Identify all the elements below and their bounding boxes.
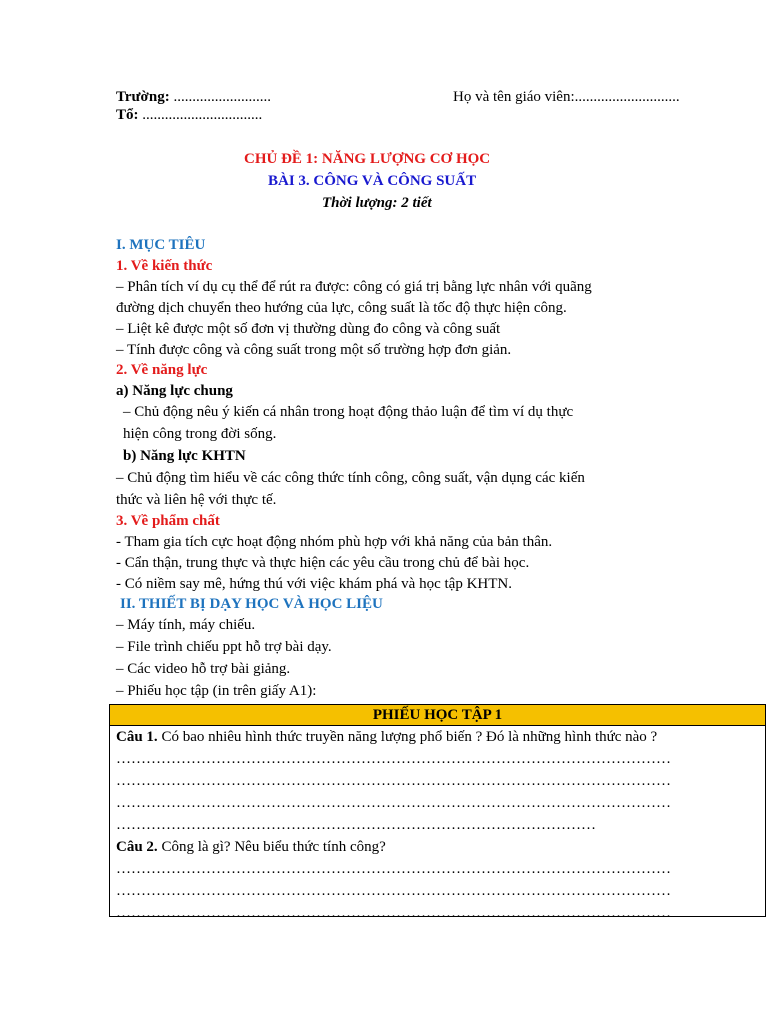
khtn-competence-heading: b) Năng lực KHTN xyxy=(123,448,246,464)
section1-heading: I. MỤC TIÊU xyxy=(116,237,206,253)
knowledge-line: đường dịch chuyển theo hướng của lực, công suất là tốc độ thực hiện công. xyxy=(116,300,567,316)
answer-dots: ………………………………………………………………………………………………… xyxy=(116,795,671,811)
knowledge-line: – Phân tích ví dụ cụ thể để rút ra được: công có giá trị bằng lực nhân với quãng xyxy=(116,279,592,295)
competence-heading: 2. Về năng lực xyxy=(116,362,208,378)
answer-dots: ………………………………………………………………………………………………… xyxy=(116,905,671,921)
teacher-line: Họ và tên giáo viên:............................ xyxy=(453,89,680,105)
equipment-line: – Phiếu học tập (in trên giấy A1): xyxy=(116,683,317,699)
duration: Thời lượng: 2 tiết xyxy=(322,195,432,211)
general-competence-line: hiện công trong đời sống. xyxy=(123,426,277,442)
question-2-label: Câu 2. xyxy=(116,839,158,855)
question-1-label: Câu 1. xyxy=(116,729,158,745)
answer-dots: ………………………………………………………………………………………………… xyxy=(116,773,671,789)
group-value: ................................ xyxy=(142,107,263,123)
khtn-competence-line: – Chủ động tìm hiểu về các công thức tính công, công suất, vận dụng các kiến xyxy=(116,470,585,486)
lesson-title: BÀI 3. CÔNG VÀ CÔNG SUẤT xyxy=(268,173,477,189)
question-1 xyxy=(116,726,759,748)
question-2 xyxy=(116,836,759,858)
qualities-heading: 3. Về phẩm chất xyxy=(116,513,220,529)
general-competence-heading: a) Năng lực chung xyxy=(116,383,233,399)
answer-dots: ………………………………………………………………………………………………… xyxy=(116,861,671,877)
worksheet-box xyxy=(109,704,766,921)
answer-dots: ………………………………………………………………………………………………… xyxy=(116,751,671,767)
answer-dots: ………………………………………………………………………………………………… xyxy=(116,883,671,899)
topic-title: CHỦ ĐỀ 1: NĂNG LƯỢNG CƠ HỌC xyxy=(244,151,491,167)
school-label: Trường: xyxy=(116,89,170,105)
school-value: .......................... xyxy=(173,89,271,105)
question-2-text: Công là gì? Nêu biểu thức tính công? xyxy=(157,839,386,855)
khtn-competence-line: thức và liên hệ với thực tế. xyxy=(116,492,277,508)
general-competence-line: – Chủ động nêu ý kiến cá nhân trong hoạt động thảo luận để tìm ví dụ thực xyxy=(123,404,574,420)
qualities-line: - Cẩn thận, trung thực và thực hiện các yêu cầu trong chủ để bài học. xyxy=(116,555,530,571)
equipment-line: – Các video hỗ trợ bài giảng. xyxy=(116,661,291,677)
qualities-line: - Có niềm say mê, hứng thú với việc khám phá và học tập KHTN. xyxy=(116,576,512,592)
knowledge-line: – Tính được công và công suất trong một số trường hợp đơn giản. xyxy=(116,342,512,358)
section2-heading: II. THIẾT BỊ DẠY HỌC VÀ HỌC LIỆU xyxy=(120,596,383,612)
group-label: Tổ: xyxy=(116,107,139,123)
knowledge-line: – Liệt kê được một số đơn vị thường dùng đo công và công suất xyxy=(116,321,501,337)
worksheet-title: PHIẾU HỌC TẬP 1 xyxy=(110,705,765,726)
qualities-line: - Tham gia tích cực hoạt động nhóm phù hợp với khả năng của bản thân. xyxy=(116,534,553,550)
group-line xyxy=(116,105,262,126)
equipment-line: – Máy tính, máy chiếu. xyxy=(116,617,256,633)
question-1-text: Có bao nhiêu hình thức truyền năng lượng phổ biến ? Đó là những hình thức nào ? xyxy=(157,729,658,745)
answer-dots: …………………………………………………………………………………… xyxy=(116,817,596,833)
worksheet-body xyxy=(110,726,765,924)
equipment-line: – File trình chiếu ppt hỗ trợ bài dạy. xyxy=(116,639,332,655)
knowledge-heading: 1. Về kiến thức xyxy=(116,258,213,274)
